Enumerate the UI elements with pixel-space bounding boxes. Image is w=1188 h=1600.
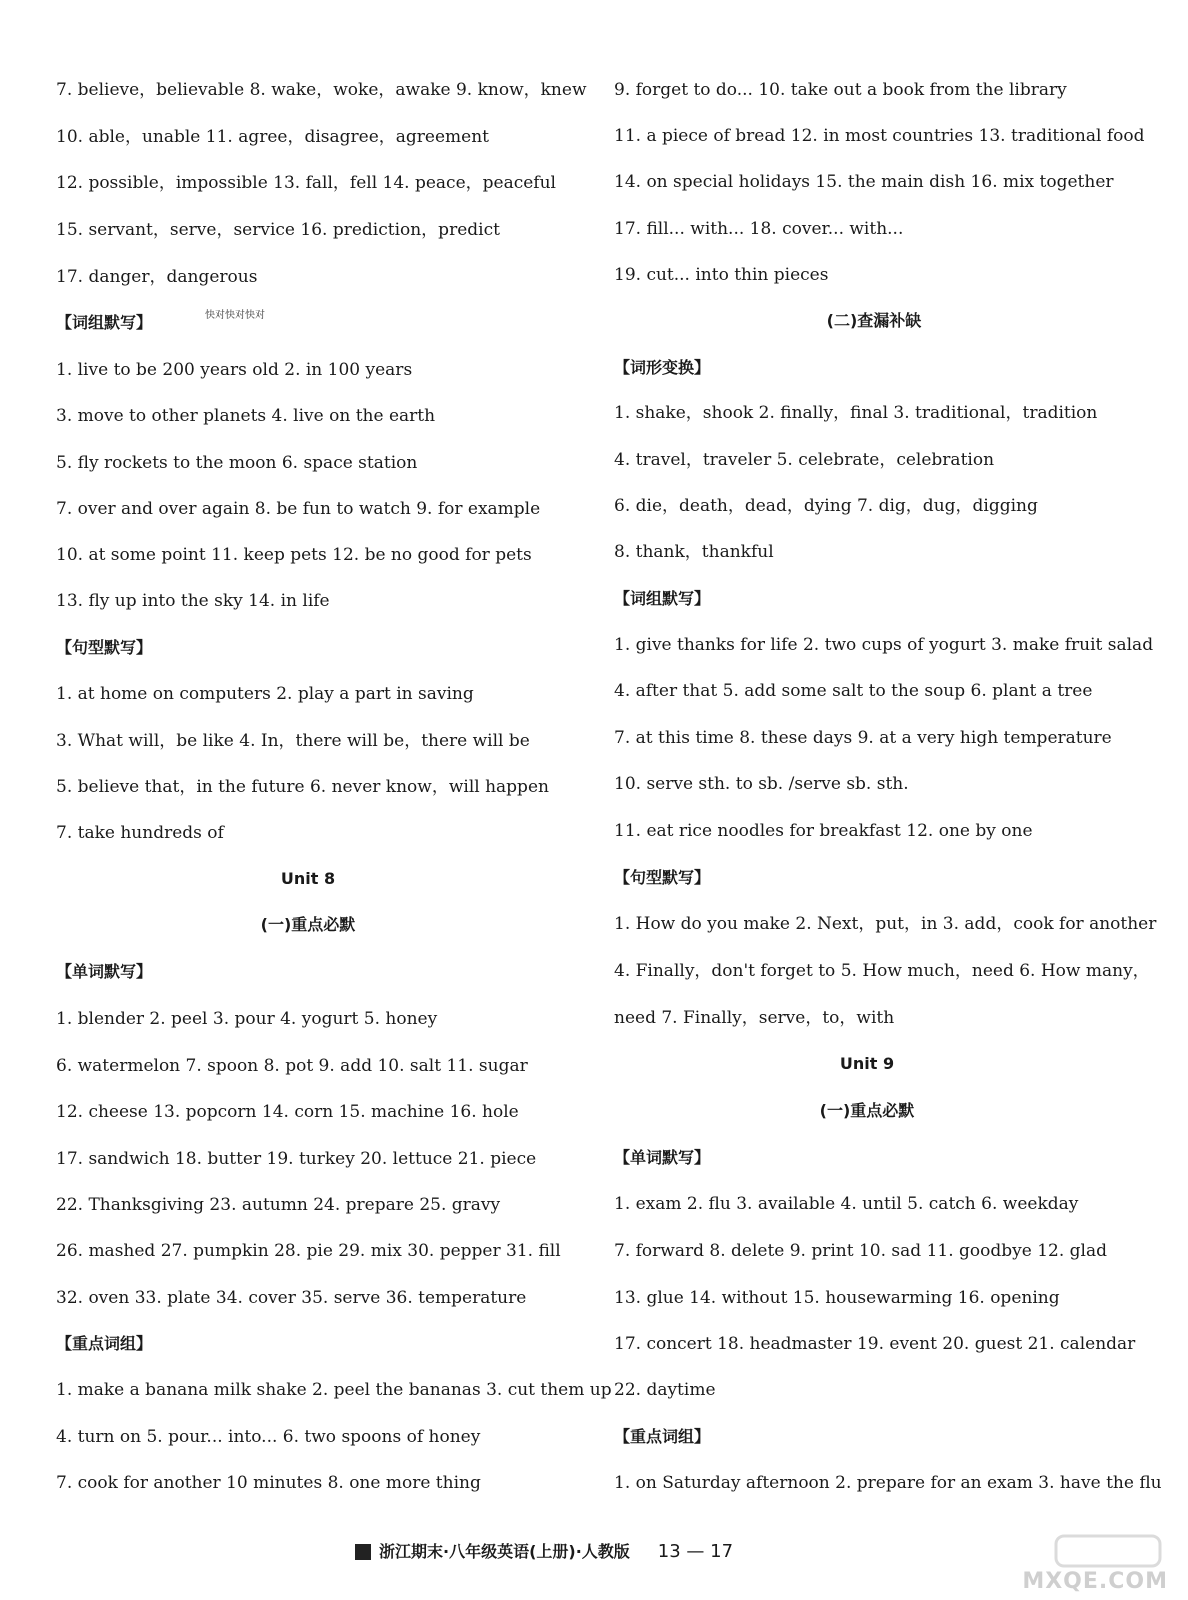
answer-line: 5. believe that，in the future 6. never know，will happen bbox=[56, 777, 549, 797]
answer-line: 5. fly rockets to the moon 6. space station bbox=[56, 453, 418, 473]
answer-line: 6. die，death，dead，dying 7. dig，dug，digging bbox=[614, 496, 1038, 516]
answer-line: 26. mashed 27. pumpkin 28. pie 29. mix 30. pepper 31. fill bbox=[56, 1241, 561, 1261]
answer-line: 7. cook for another 10 minutes 8. one more thing bbox=[56, 1473, 481, 1493]
answer-line: 1. How do you make 2. Next，put，in 3. add，cook for another bbox=[614, 914, 1157, 934]
answer-line: 11. a piece of bread 12. in most countries 13. traditional food bbox=[614, 126, 1145, 146]
answer-line: 7. over and over again 8. be fun to watch 9. for example bbox=[56, 499, 541, 519]
answer-line: 4. turn on 5. pour... into... 6. two spoons of honey bbox=[56, 1427, 481, 1447]
answer-line: 6. watermelon 7. spoon 8. pot 9. add 10. salt 11. sugar bbox=[56, 1056, 528, 1076]
answer-line: 4. Finally，don't forget to 5. How much，need 6. How many， bbox=[614, 961, 1150, 981]
answer-line: 17. concert 18. headmaster 19. event 20. guest 21. calendar bbox=[614, 1334, 1136, 1354]
answer-line: 17. danger，dangerous bbox=[56, 267, 258, 287]
answer-line: 4. after that 5. add some salt to the soup 6. plant a tree bbox=[614, 681, 1093, 701]
answer-line: 19. cut... into thin pieces bbox=[614, 265, 829, 285]
answer-line: 7. believe，believable 8. wake，woke，awake 9. know，knew bbox=[56, 80, 587, 100]
section-heading-key-phrases: 【重点词组】 bbox=[614, 1427, 711, 1446]
watermark-text: MXQE.COM bbox=[1022, 1569, 1168, 1594]
answer-line: 11. eat rice noodles for breakfast 12. one by one bbox=[614, 821, 1033, 841]
answer-line: 10. serve sth. to sb. /serve sb. sth. bbox=[614, 774, 909, 794]
answer-line: 9. forget to do... 10. take out a book from the library bbox=[614, 80, 1067, 100]
answer-line: 1. exam 2. flu 3. available 4. until 5. catch 6. weekday bbox=[614, 1194, 1079, 1214]
answer-line: 17. sandwich 18. butter 19. turkey 20. lettuce 21. piece bbox=[56, 1149, 537, 1169]
section-heading-sentences: 【句型默写】 bbox=[614, 868, 711, 887]
answer-line: 1. at home on computers 2. play a part in saving bbox=[56, 684, 474, 704]
answer-line: 8. thank，thankful bbox=[614, 542, 774, 562]
answer-line: 1. make a banana milk shake 2. peel the bananas 3. cut them up bbox=[56, 1380, 612, 1400]
section-heading-forms: 【词形变换】 bbox=[614, 358, 711, 377]
answer-line: 1. live to be 200 years old 2. in 100 years bbox=[56, 360, 413, 380]
answer-line: 1. on Saturday afternoon 2. prepare for an exam 3. have the flu bbox=[614, 1473, 1162, 1493]
answer-line: 17. fill... with... 18. cover... with... bbox=[614, 219, 904, 239]
answer-line: 3. What will，be like 4. In，there will be，there will be bbox=[56, 731, 530, 751]
footer-title: 浙江期末·八年级英语(上册)·人教版 bbox=[379, 1542, 630, 1561]
answer-line: 22. Thanksgiving 23. autumn 24. prepare 25. gravy bbox=[56, 1195, 501, 1215]
answer-line: 7. at this time 8. these days 9. at a very high temperature bbox=[614, 728, 1112, 748]
page-number: 13 — 17 bbox=[657, 1541, 734, 1562]
answer-line: 13. glue 14. without 15. housewarming 16. opening bbox=[614, 1288, 1060, 1308]
answer-line: 1. shake，shook 2. finally，final 3. traditional，tradition bbox=[614, 403, 1098, 423]
watermark-icon bbox=[1048, 1532, 1168, 1572]
answer-line: 12. possible，impossible 13. fall，fell 14. peace，peaceful bbox=[56, 173, 556, 193]
section-heading-words: 【单词默写】 bbox=[614, 1148, 711, 1167]
answer-line: 1. blender 2. peel 3. pour 4. yogurt 5. honey bbox=[56, 1009, 438, 1029]
section-heading-words: 【单词默写】 bbox=[56, 962, 153, 981]
answer-line: 22. daytime bbox=[614, 1380, 716, 1400]
answer-line: 3. move to other planets 4. live on the earth bbox=[56, 406, 436, 426]
answer-line: 1. give thanks for life 2. two cups of yogurt 3. make fruit salad bbox=[614, 635, 1154, 655]
answer-line: 7. forward 8. delete 9. print 10. sad 11. goodbye 12. glad bbox=[614, 1241, 1107, 1261]
answer-line: 12. cheese 13. popcorn 14. corn 15. machine 16. hole bbox=[56, 1102, 519, 1122]
answer-line: 13. fly up into the sky 14. in life bbox=[56, 591, 330, 611]
section-title: (一)重点必默 bbox=[260, 915, 356, 934]
answer-line: 32. oven 33. plate 34. cover 35. serve 36. temperature bbox=[56, 1288, 527, 1308]
section-heading-phrases: 【词组默写】 bbox=[56, 313, 153, 332]
section-heading-phrases: 【词组默写】 bbox=[614, 589, 711, 608]
section-heading-key-phrases: 【重点词组】 bbox=[56, 1334, 153, 1353]
section-heading-sentences: 【句型默写】 bbox=[56, 638, 153, 657]
unit-title: Unit 8 bbox=[280, 869, 336, 888]
answer-line: need 7. Finally，serve，to，with bbox=[614, 1008, 895, 1028]
answer-line: 10. able，unable 11. agree，disagree，agreement bbox=[56, 127, 490, 147]
answer-line: 7. take hundreds of bbox=[56, 823, 224, 843]
book-logo-icon bbox=[355, 1544, 371, 1560]
answer-line: 14. on special holidays 15. the main dish 16. mix together bbox=[614, 172, 1114, 192]
watermark-logo bbox=[1022, 1532, 1168, 1594]
unit-title: Unit 9 bbox=[839, 1054, 895, 1073]
section-title: (一)重点必默 bbox=[819, 1101, 915, 1120]
stamp-mark: 快对快对快对 bbox=[205, 310, 265, 321]
answer-line: 15. servant，serve，service 16. prediction，predict bbox=[56, 220, 500, 240]
page-footer bbox=[355, 1540, 733, 1564]
answer-line: 4. travel，traveler 5. celebrate，celebration bbox=[614, 450, 995, 470]
answer-line: 10. at some point 11. keep pets 12. be no good for pets bbox=[56, 545, 532, 565]
section-title: (二)查漏补缺 bbox=[826, 311, 922, 330]
